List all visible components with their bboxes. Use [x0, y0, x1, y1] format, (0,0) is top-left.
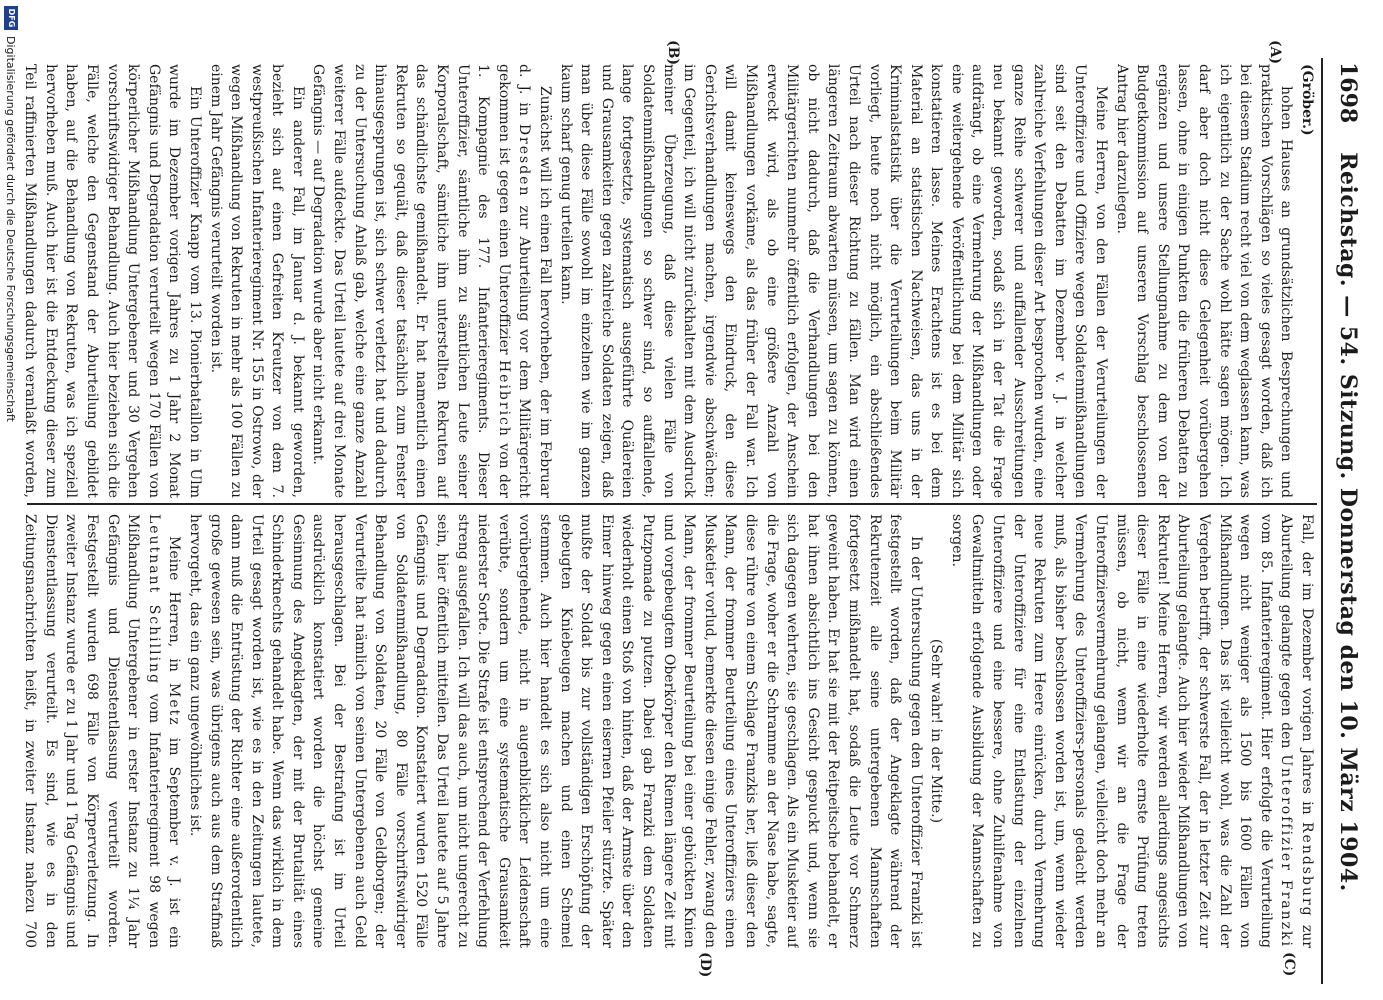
margin-mark-c: (C)	[1281, 952, 1297, 977]
paragraph: hohen Hauses an grundsätzlichen Besprechungen und praktischen Vorschlägen so vieles gesagt worden, daß ich bei diesem Stadium recht viel von dem weglassen kann, was ich eigentlich zu der Sache wohl hätte sagen mögen. Ich darf aber doch nicht diese Gelegenheit vorübergehen lassen, ohne in einigen Punkten die früheren Debatten zu ergänzen und unsere Stellungnahme zu dem von der Budgetkommission auf unseren Vorschlag beschlossenen Antrag hier darzulegen.	[1113, 64, 1295, 498]
paragraph	[946, 514, 1317, 948]
speaker-label: (Gröber.)	[1299, 64, 1315, 136]
paragraph-text: vom Infanterieregiment 98 wegen Mißhandlung Untergebener in erster Instanz zu 1¼ Jahr Gefängnis und Dienstentlassung verurteilt worden. Festgestellt wurden 698 Fälle von Körperverletzung. In zweiter Instanz wurde er zu 1 Jahr und 1 Tag Gefängnis und Dienstentlassung verurteilt. Es sind, wie es in den Zeitungsnachrichten heißt, in zweiter Instanz nahezu 700	[22, 514, 162, 948]
dfg-logo: DFG	[4, 6, 18, 30]
paragraph: Ein anderer Fall, im Januar d. J. bekannt geworden, bezieht sich auf einen Gefreiten Kreutzer von dem 7. westpreußischen Infanterieregiment Nr. 155 in Ostrowo, der wegen Mißhandlung von Rekruten in mehr als 100 Fällen zu einem Jahr Gefängnis verurteilt worden ist.	[207, 64, 306, 498]
paragraph: In der Untersuchung gegen den Unteroffizier Franzki ist festgestellt worden, daß der Angeklagte während der Rekrutenzeit alle seine untergebenen Mannschaften fortgesetzt mißhandelt hat, sodaß die Leute vor Schmerz geweint haben. Er hat sie mit der Reitpeitsche behandelt, er hat ihnen absichtlich ins Gesicht gespuckt und, wenn sie sich dagegen wehrten, sie geschlagen. Als ein Musketier auf die Frage, woher er die Schramme an der Nase habe, sagte, diese rühre von einem Schlage Franzkis her, ließ dieser den Mann, der frommer Beurteilung eines Unteroffiziers einen Musketier vorlud, bemerkte diesen einige Fehler, zwang den Mann, der frommer Beurteilung bei einer gebückten Knien und vorgebeugtem Oberkörper den Riemen längere Zeit mit Putzpomade zu putzen. Dabei gab Franzki dem Soldaten wiederholt einen Stoß von hinten, daß der Armste über den Eimer hinweg gegen einen eisernen Pfeiler stürzte. Später mußte der Soldat bis zur vollständigen Erschöpfung der gebeugten Kniebeugen machen und einen Schemel stemmen. Auch hier handelt es sich also nicht um eine vorübergehende, nicht in augenblicklicher Leidenschaft verübte, sondern um eine systematische Grausamkeit niederster Sorte. Die Strafe ist entsprechend der Verfehlung streng ausgefallen. Ich will das auch, um nicht ungerecht zu sein, hier öffentlich mitteilen. Das Urteil lautete auf 5 Jahre Gefängnis und Degradation. Konstatiert wurden 1520 Fälle von Soldatenmißhandlung, 80 Fälle vorschriftswidriger Behandlung von Soldaten, 20 Fälle von Geldborgen; der Verurteilte hat nämlich von seinen Untergebenen auch Geld herausgeschlagen. Bei der Bestrafung ist im Urteil ausdrücklich konstatiert worden die höchst gemeine Gesinnung des Angeklagten, der mit der Brutalität eines Schinderknechts gehandelt habe. Wenn das wirklich in dem Urteil gesagt worden ist, wie es in den Zeitungen lautete, dann muß die Entrüstung der Richter eine außerordentlich große gewesen sein, was übrigens auch aus dem Strafmaß hervorgeht, das ein ganz ungewöhnliches ist.	[186, 514, 924, 948]
margin-mark-b: (B)	[665, 40, 681, 66]
paragraph	[308, 64, 555, 498]
left-column	[17, 64, 1317, 498]
paragraph: Meine Herren, von den Fällen der Verurteilungen der Unteroffiziere und Offiziere wegen Soldatenmißhandlungen sind seit den Debatten im Dezember v. J. in welcher zahlreiche Verfehlungen dieser Art besprochen wurden, eine ganze Reihe schwerer und auffallender Ausschreitungen neu bekannt geworden, sodaß sich in der Tat die Frage aufdrängt, ob eine Vermehrung der Mißhandlungen oder eine weitergehende Veröffentlichung bei dem Militär sich konstatieren lasse. Meines Erachtens ist es bei dem Material an statistischen Nachweisen, das uns in der Kriminalstatistik über die Verurteilungen beim Militär vorliegt, heute noch nicht möglich, ein abschließendes Urteil nach dieser Richtung zu fällen. Man wird einen längeren Zeitraum abwarten müssen, um sagen zu können, ob nicht dadurch, daß die Verhandlungen bei den Militärgerichten nunmehr öffentlich erfolgen, der Anschein erweckt wird, als ob eine größere Anzahl von Mißhandlungen vorkäme, als das früher der Fall war. Ich will damit keineswegs den Eindruck, den diese Gerichtsverhandlungen machen, irgendwie abschwächen; im Gegenteil, ich will nicht zurückhalten mit dem Ausdruck meiner Überzeugung, daß diese vielen Fälle von Soldatenmißhandlungen so schwer sind, so auffallende, lange fortgesetzte, systematisch ausgeführte Quälereien und Grausamkeiten gegen zahlreiche Soldaten zeigen, daß man über diese Fälle sowohl im einzelnen wie im ganzen kaum scharf genug urteilen kann.	[557, 64, 1110, 498]
interjection: (Sehr wahr! in der Mitte.)	[928, 638, 945, 824]
paragraph-text: im September v. J. ist ein	[166, 726, 183, 948]
paragraph-text: zur Aburteilung gelangte gegen den	[1278, 514, 1315, 948]
paragraph: Ein Unteroffizier Knapp vom 13. Pionierbataillon in Ulm wurde im Dezember vorigen Jahres zu 1 Jahr 2 Monat Gefängnis und Degradation verurteilt wegen 170 Fällen von körperlicher Mißhandlung Untergebener und 30 Vergehen vorschriftswidriger Behandlung. Auch hier beziehen sich die Fälle, welche den Gegenstand der Aburteilung gebildet haben, auf die Behandlung von Rekruten, was ich speziell hervorheben muß. Auch hier ist die Entdeckung dieser zum Teil raffinierten Mißhandlungen dadurch veranlaßt worden,	[22, 64, 203, 498]
paragraph-text: Fall, der im Dezember vorigen Jahres in	[1299, 514, 1315, 822]
paragraph	[17, 514, 184, 948]
page-number: 1698	[1335, 62, 1361, 124]
paragraph-text: von der 1. Kompagnie des 177. Infanterieregiments. Dieser Unteroffizier, sämtliche ihm zu sämtlichen Leute seiner Korporalschaft, sämtliche ihm unterstellten Rekruten auf das schändlichste gemißhandelt. Er hat namentlich einen Rekruten so gequält, daß dieser tatsächlich zum Fenster hinausgesprungen ist, sich schwer verletzt hat und dadurch zu der Untersuchung Anlaß gab, welche eine ganze Anzahl weiterer Fälle aufdeckte. Das Urteil lautete auf drei Monate Gefängnis — auf Degradation wurde aber nicht erkannt.	[310, 64, 512, 498]
place-name: Dresden	[516, 123, 533, 198]
paragraph-text: Meine Herren, in	[166, 536, 183, 683]
digitization-footer	[0, 0, 21, 1000]
place-name: Metz	[166, 682, 183, 727]
running-title: Reichstag. — 54. Sitzung. Donnerstag den 10. März 1904.	[1335, 152, 1361, 892]
column-divider	[27, 503, 1317, 505]
page-header	[1323, 62, 1363, 982]
person-name: Leutnant Schilling	[145, 514, 162, 686]
paragraph-text: zur Aburteilung vor dem Militärgericht gekommen ist gegen einen Unteroffizier	[495, 64, 533, 498]
header-rule	[1321, 58, 1323, 984]
margin-mark-a: (A)	[1267, 40, 1283, 65]
footer-text: Digitalisierung gefördert durch die Deutsche Forschungsgemeinschaft	[4, 36, 17, 422]
paragraph-text: Zunächst will ich einen Fall hervorheben, der im Februar d. J. in	[516, 64, 554, 498]
person-name: Unteroffizier Franzki	[1278, 754, 1295, 948]
place-name: Rendsburg	[1299, 822, 1315, 918]
paragraph-text: vom 85. Infanterieregiment. Hier erfolgte die Verurteilung wegen nicht weniger als 1500 bis 1600 Fällen von Mißhandlungen. Das ist vielleicht wohl, was die Zahl der Vergehen betrifft, der schwerste Fall, der in letzter Zeit zur Aburteilung gelangte. Auch hier wieder Mißhandlungen von Rekruten! Meine Herren, wir werden allerdings angesichts dieser Fälle in eine wiederholte ernste Prüfung treten müssen, ob nicht, wenn wir an die Frage der Unteroffiziersvermehrung gelangen, vielleicht doch mehr an Vermehrung des Unteroffiziers-personals gedacht werden muß, als bisher beschlossen worden ist, um, wenn wieder neue Rekruten zum Heere einrücken, durch Vermehrung der Unteroffiziere für eine Entlastung der einzelnen Unteroffiziere und eine bessere, ohne Zuhilfenahme von Gewaltmitteln erfolgende Ausbildung der Mannschaften zu sorgen.	[948, 514, 1274, 948]
margin-mark-d: (D)	[697, 952, 713, 978]
right-column	[17, 514, 1317, 948]
person-name: Heibrich	[495, 359, 512, 438]
